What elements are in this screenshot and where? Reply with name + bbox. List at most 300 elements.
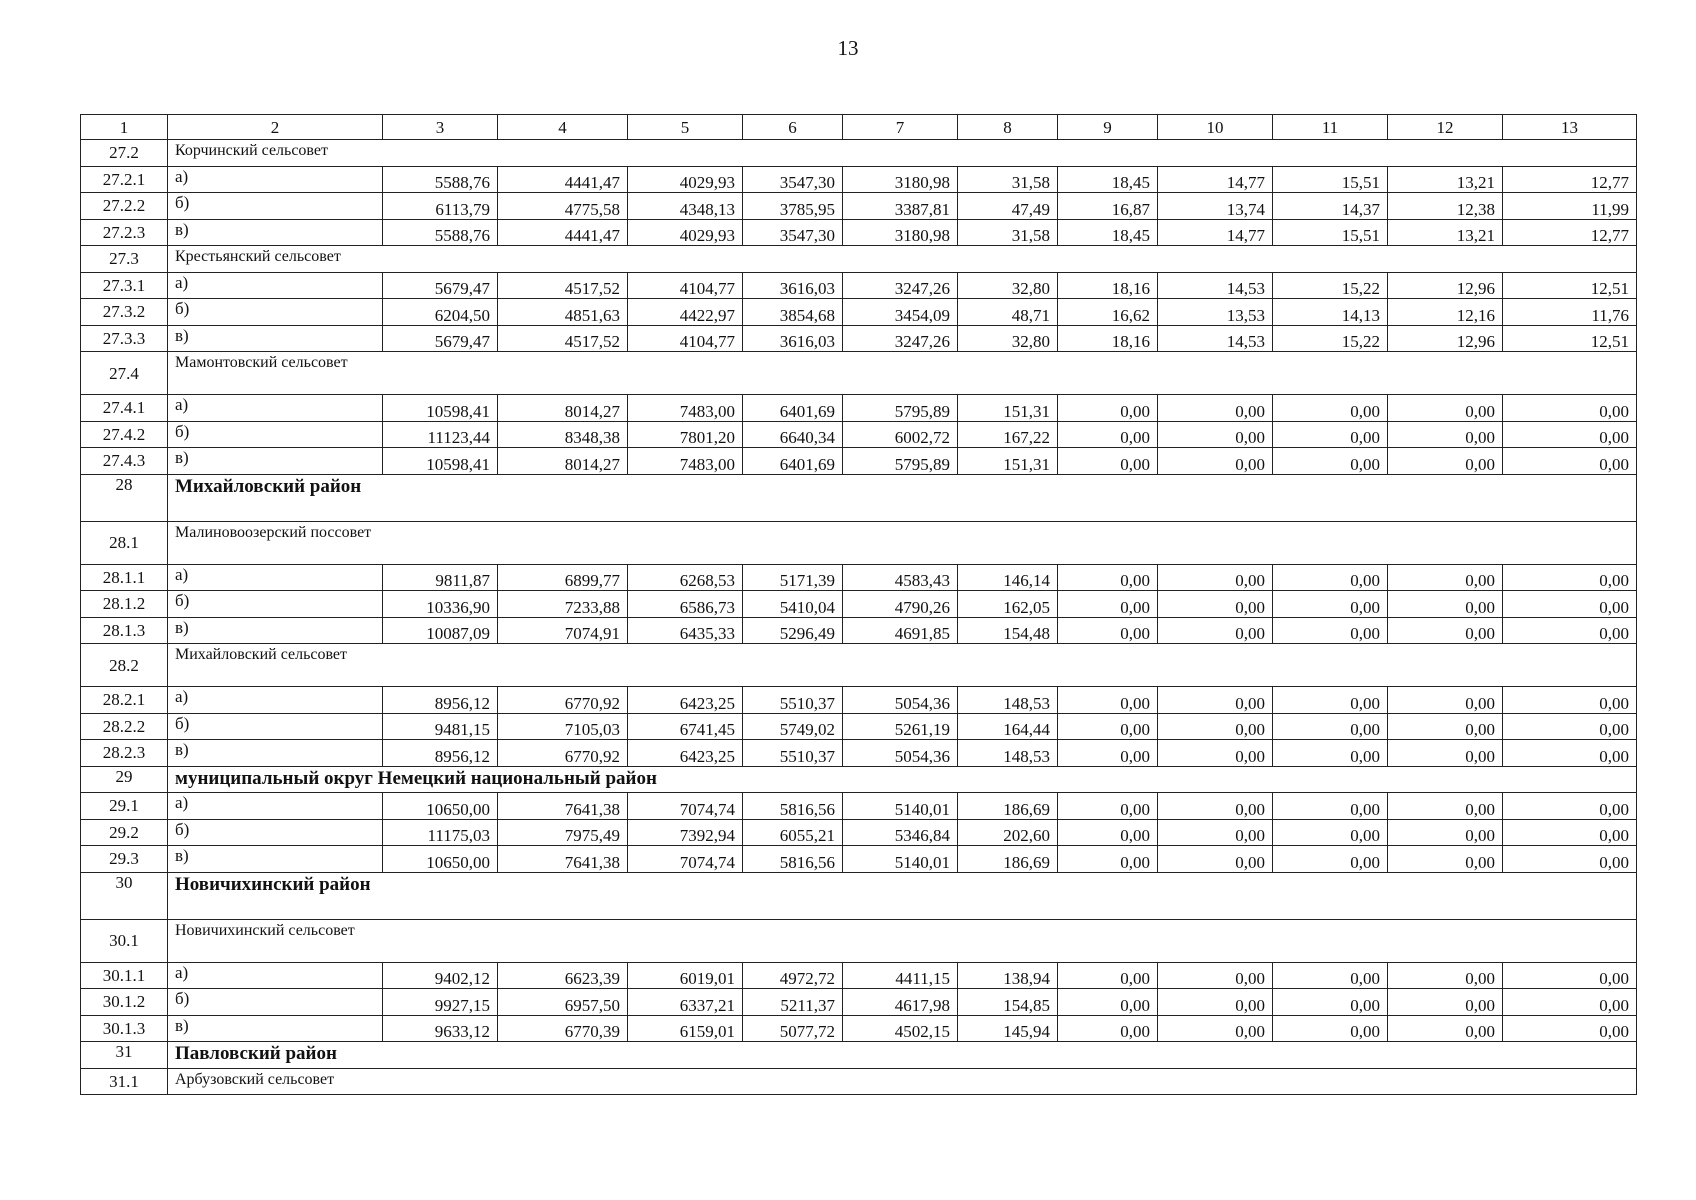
value-cell: 4411,15 <box>843 962 958 989</box>
value-cell: 5171,39 <box>743 564 843 591</box>
table-row <box>81 713 1637 740</box>
row-variant: в) <box>168 1015 383 1042</box>
value-cell: 154,85 <box>958 989 1058 1016</box>
table-row <box>81 166 1637 193</box>
value-cell: 0,00 <box>1388 448 1503 475</box>
value-cell: 0,00 <box>1058 846 1158 873</box>
value-cell: 4029,93 <box>628 219 743 246</box>
value-cell: 5077,72 <box>743 1015 843 1042</box>
table-row <box>81 793 1637 820</box>
value-cell: 6770,39 <box>498 1015 628 1042</box>
value-cell: 15,51 <box>1273 166 1388 193</box>
value-cell: 162,05 <box>958 591 1058 618</box>
value-cell: 0,00 <box>1388 395 1503 422</box>
tariff-table <box>80 114 1637 1095</box>
value-cell: 3547,30 <box>743 219 843 246</box>
value-cell: 0,00 <box>1158 1015 1273 1042</box>
value-cell: 0,00 <box>1388 1015 1503 1042</box>
section-row <box>81 644 1637 687</box>
table-row <box>81 272 1637 299</box>
value-cell: 6002,72 <box>843 421 958 448</box>
row-variant: б) <box>168 193 383 220</box>
value-cell: 12,51 <box>1503 325 1637 352</box>
value-cell: 4517,52 <box>498 272 628 299</box>
value-cell: 6055,21 <box>743 819 843 846</box>
value-cell: 0,00 <box>1273 1015 1388 1042</box>
row-label: Крестьянский сельсовет <box>175 248 341 265</box>
value-cell: 145,94 <box>958 1015 1058 1042</box>
value-cell: 14,53 <box>1158 325 1273 352</box>
value-cell: 14,37 <box>1273 193 1388 220</box>
value-cell: 0,00 <box>1058 421 1158 448</box>
value-cell: 5296,49 <box>743 617 843 644</box>
value-cell: 0,00 <box>1388 989 1503 1016</box>
section-name <box>168 140 1637 167</box>
value-cell: 0,00 <box>1058 448 1158 475</box>
row-number: 31 <box>81 1042 168 1069</box>
value-cell: 0,00 <box>1158 564 1273 591</box>
value-cell: 6337,21 <box>628 989 743 1016</box>
row-variant: б) <box>168 421 383 448</box>
value-cell: 5211,37 <box>743 989 843 1016</box>
value-cell: 4502,15 <box>843 1015 958 1042</box>
value-cell: 12,96 <box>1388 272 1503 299</box>
value-cell: 148,53 <box>958 740 1058 767</box>
value-cell: 0,00 <box>1388 591 1503 618</box>
value-cell: 12,16 <box>1388 299 1503 326</box>
value-cell: 10598,41 <box>383 448 498 475</box>
value-cell: 18,16 <box>1058 325 1158 352</box>
value-cell: 3616,03 <box>743 272 843 299</box>
value-cell: 0,00 <box>1503 617 1637 644</box>
row-label: Михайловский район <box>175 475 362 497</box>
value-cell: 5588,76 <box>383 219 498 246</box>
row-variant: б) <box>168 819 383 846</box>
row-variant: а) <box>168 687 383 714</box>
value-cell: 0,00 <box>1388 846 1503 873</box>
value-cell: 3454,09 <box>843 299 958 326</box>
value-cell: 15,22 <box>1273 272 1388 299</box>
value-cell: 0,00 <box>1158 989 1273 1016</box>
value-cell: 4441,47 <box>498 219 628 246</box>
row-number: 27.4.1 <box>81 395 168 422</box>
value-cell: 0,00 <box>1058 713 1158 740</box>
value-cell: 5410,04 <box>743 591 843 618</box>
column-header: 4 <box>498 115 628 140</box>
value-cell: 0,00 <box>1503 846 1637 873</box>
row-number: 30.1.3 <box>81 1015 168 1042</box>
value-cell: 0,00 <box>1503 962 1637 989</box>
value-cell: 6113,79 <box>383 193 498 220</box>
table-row <box>81 591 1637 618</box>
value-cell: 16,87 <box>1058 193 1158 220</box>
value-cell: 8348,38 <box>498 421 628 448</box>
district-row <box>81 872 1637 919</box>
value-cell: 4029,93 <box>628 166 743 193</box>
value-cell: 0,00 <box>1058 687 1158 714</box>
section-name <box>168 246 1637 273</box>
table-row <box>81 193 1637 220</box>
value-cell: 0,00 <box>1058 793 1158 820</box>
value-cell: 0,00 <box>1503 421 1637 448</box>
value-cell: 9811,87 <box>383 564 498 591</box>
value-cell: 0,00 <box>1273 448 1388 475</box>
table-header <box>81 115 1637 140</box>
value-cell: 0,00 <box>1158 617 1273 644</box>
value-cell: 3785,95 <box>743 193 843 220</box>
value-cell: 0,00 <box>1058 1015 1158 1042</box>
value-cell: 3180,98 <box>843 219 958 246</box>
value-cell: 6019,01 <box>628 962 743 989</box>
value-cell: 13,21 <box>1388 166 1503 193</box>
row-number: 27.4 <box>81 352 168 395</box>
value-cell: 31,58 <box>958 166 1058 193</box>
row-number: 31.1 <box>81 1068 168 1095</box>
row-number: 28.2.2 <box>81 713 168 740</box>
row-label: Мамонтовский сельсовет <box>175 354 348 371</box>
district-name <box>168 872 1637 919</box>
value-cell: 18,45 <box>1058 219 1158 246</box>
value-cell: 0,00 <box>1503 713 1637 740</box>
column-header: 9 <box>1058 115 1158 140</box>
value-cell: 0,00 <box>1058 395 1158 422</box>
section-name <box>168 521 1637 564</box>
value-cell: 164,44 <box>958 713 1058 740</box>
value-cell: 5261,19 <box>843 713 958 740</box>
value-cell: 48,71 <box>958 299 1058 326</box>
value-cell: 8956,12 <box>383 687 498 714</box>
row-number: 28.1.1 <box>81 564 168 591</box>
column-header: 11 <box>1273 115 1388 140</box>
value-cell: 10598,41 <box>383 395 498 422</box>
value-cell: 0,00 <box>1158 395 1273 422</box>
row-variant: а) <box>168 272 383 299</box>
value-cell: 7074,91 <box>498 617 628 644</box>
value-cell: 5346,84 <box>843 819 958 846</box>
row-variant: в) <box>168 740 383 767</box>
row-number: 29 <box>81 766 168 793</box>
value-cell: 0,00 <box>1503 687 1637 714</box>
value-cell: 5588,76 <box>383 166 498 193</box>
row-number: 30.1.2 <box>81 989 168 1016</box>
row-variant: б) <box>168 591 383 618</box>
value-cell: 0,00 <box>1273 395 1388 422</box>
value-cell: 0,00 <box>1273 740 1388 767</box>
value-cell: 6957,50 <box>498 989 628 1016</box>
row-label: Михайловский сельсовет <box>175 646 348 663</box>
value-cell: 4775,58 <box>498 193 628 220</box>
value-cell: 4422,97 <box>628 299 743 326</box>
value-cell: 11,76 <box>1503 299 1637 326</box>
section-row <box>81 140 1637 167</box>
column-header: 1 <box>81 115 168 140</box>
value-cell: 4972,72 <box>743 962 843 989</box>
column-header: 13 <box>1503 115 1637 140</box>
value-cell: 0,00 <box>1388 713 1503 740</box>
value-cell: 0,00 <box>1158 421 1273 448</box>
value-cell: 6770,92 <box>498 740 628 767</box>
value-cell: 0,00 <box>1388 740 1503 767</box>
value-cell: 13,74 <box>1158 193 1273 220</box>
value-cell: 6640,34 <box>743 421 843 448</box>
table-row <box>81 1015 1637 1042</box>
value-cell: 0,00 <box>1273 564 1388 591</box>
row-number: 27.2.2 <box>81 193 168 220</box>
value-cell: 148,53 <box>958 687 1058 714</box>
value-cell: 5510,37 <box>743 687 843 714</box>
row-variant: в) <box>168 846 383 873</box>
value-cell: 32,80 <box>958 325 1058 352</box>
value-cell: 5816,56 <box>743 793 843 820</box>
row-variant: б) <box>168 299 383 326</box>
value-cell: 5140,01 <box>843 793 958 820</box>
value-cell: 5679,47 <box>383 272 498 299</box>
value-cell: 8014,27 <box>498 448 628 475</box>
value-cell: 0,00 <box>1058 962 1158 989</box>
row-variant: а) <box>168 166 383 193</box>
row-number: 28.2 <box>81 644 168 687</box>
value-cell: 9633,12 <box>383 1015 498 1042</box>
value-cell: 7641,38 <box>498 846 628 873</box>
value-cell: 6423,25 <box>628 740 743 767</box>
value-cell: 12,96 <box>1388 325 1503 352</box>
value-cell: 0,00 <box>1388 687 1503 714</box>
value-cell: 0,00 <box>1273 962 1388 989</box>
table-row <box>81 448 1637 475</box>
value-cell: 12,38 <box>1388 193 1503 220</box>
value-cell: 0,00 <box>1503 395 1637 422</box>
row-label: муниципальный округ Немецкий национальный район <box>175 767 657 789</box>
value-cell: 0,00 <box>1273 421 1388 448</box>
table-row <box>81 962 1637 989</box>
value-cell: 0,00 <box>1158 591 1273 618</box>
row-label: Арбузовский сельсовет <box>175 1070 335 1088</box>
value-cell: 15,22 <box>1273 325 1388 352</box>
value-cell: 12,51 <box>1503 272 1637 299</box>
row-number: 29.1 <box>81 793 168 820</box>
district-name <box>168 766 1637 793</box>
value-cell: 0,00 <box>1158 740 1273 767</box>
row-label: Новичихинский район <box>175 873 371 895</box>
value-cell: 6586,73 <box>628 591 743 618</box>
table-row <box>81 740 1637 767</box>
section-row <box>81 919 1637 962</box>
column-header: 3 <box>383 115 498 140</box>
value-cell: 6159,01 <box>628 1015 743 1042</box>
value-cell: 0,00 <box>1273 713 1388 740</box>
table-row <box>81 325 1637 352</box>
row-variant: в) <box>168 617 383 644</box>
row-variant: в) <box>168 219 383 246</box>
district-name <box>168 474 1637 521</box>
value-cell: 7975,49 <box>498 819 628 846</box>
row-number: 28.1.3 <box>81 617 168 644</box>
column-header: 12 <box>1388 115 1503 140</box>
value-cell: 11175,03 <box>383 819 498 846</box>
row-variant: а) <box>168 962 383 989</box>
value-cell: 151,31 <box>958 395 1058 422</box>
value-cell: 4104,77 <box>628 325 743 352</box>
value-cell: 0,00 <box>1158 687 1273 714</box>
value-cell: 0,00 <box>1273 617 1388 644</box>
value-cell: 0,00 <box>1503 989 1637 1016</box>
value-cell: 202,60 <box>958 819 1058 846</box>
value-cell: 186,69 <box>958 793 1058 820</box>
table-row <box>81 989 1637 1016</box>
row-number: 30 <box>81 872 168 919</box>
value-cell: 0,00 <box>1273 687 1388 714</box>
value-cell: 7074,74 <box>628 793 743 820</box>
value-cell: 7074,74 <box>628 846 743 873</box>
value-cell: 0,00 <box>1273 793 1388 820</box>
header-row <box>81 115 1637 140</box>
value-cell: 5795,89 <box>843 395 958 422</box>
section-row <box>81 246 1637 273</box>
value-cell: 0,00 <box>1158 713 1273 740</box>
value-cell: 146,14 <box>958 564 1058 591</box>
value-cell: 0,00 <box>1503 564 1637 591</box>
value-cell: 4517,52 <box>498 325 628 352</box>
section-row <box>81 352 1637 395</box>
value-cell: 0,00 <box>1388 819 1503 846</box>
value-cell: 4691,85 <box>843 617 958 644</box>
table-row <box>81 299 1637 326</box>
value-cell: 0,00 <box>1158 846 1273 873</box>
value-cell: 10336,90 <box>383 591 498 618</box>
value-cell: 5054,36 <box>843 740 958 767</box>
row-variant: в) <box>168 325 383 352</box>
section-name <box>168 919 1637 962</box>
value-cell: 5510,37 <box>743 740 843 767</box>
value-cell: 0,00 <box>1503 591 1637 618</box>
value-cell: 5816,56 <box>743 846 843 873</box>
table-row <box>81 395 1637 422</box>
value-cell: 12,77 <box>1503 166 1637 193</box>
value-cell: 4617,98 <box>843 989 958 1016</box>
table-row <box>81 819 1637 846</box>
value-cell: 0,00 <box>1158 819 1273 846</box>
row-number: 28 <box>81 474 168 521</box>
value-cell: 151,31 <box>958 448 1058 475</box>
value-cell: 0,00 <box>1388 793 1503 820</box>
row-number: 27.3.1 <box>81 272 168 299</box>
value-cell: 9481,15 <box>383 713 498 740</box>
value-cell: 138,94 <box>958 962 1058 989</box>
value-cell: 3547,30 <box>743 166 843 193</box>
row-variant: в) <box>168 448 383 475</box>
value-cell: 9402,12 <box>383 962 498 989</box>
value-cell: 10650,00 <box>383 846 498 873</box>
value-cell: 167,22 <box>958 421 1058 448</box>
value-cell: 0,00 <box>1503 448 1637 475</box>
row-label: Павловский район <box>175 1043 337 1064</box>
row-variant: а) <box>168 793 383 820</box>
section-name <box>168 352 1637 395</box>
value-cell: 0,00 <box>1388 421 1503 448</box>
value-cell: 6435,33 <box>628 617 743 644</box>
value-cell: 7233,88 <box>498 591 628 618</box>
section-row <box>81 1068 1637 1095</box>
value-cell: 10087,09 <box>383 617 498 644</box>
district-row <box>81 766 1637 793</box>
table-row <box>81 219 1637 246</box>
row-number: 28.2.3 <box>81 740 168 767</box>
table-row <box>81 846 1637 873</box>
value-cell: 5054,36 <box>843 687 958 714</box>
row-number: 27.2 <box>81 140 168 167</box>
row-variant: б) <box>168 713 383 740</box>
column-header: 8 <box>958 115 1058 140</box>
value-cell: 18,45 <box>1058 166 1158 193</box>
value-cell: 0,00 <box>1503 740 1637 767</box>
value-cell: 31,58 <box>958 219 1058 246</box>
value-cell: 5679,47 <box>383 325 498 352</box>
value-cell: 0,00 <box>1058 617 1158 644</box>
row-number: 27.3.2 <box>81 299 168 326</box>
value-cell: 8014,27 <box>498 395 628 422</box>
row-number: 29.2 <box>81 819 168 846</box>
value-cell: 16,62 <box>1058 299 1158 326</box>
value-cell: 6268,53 <box>628 564 743 591</box>
value-cell: 6401,69 <box>743 448 843 475</box>
value-cell: 7105,03 <box>498 713 628 740</box>
value-cell: 13,53 <box>1158 299 1273 326</box>
row-variant: б) <box>168 989 383 1016</box>
value-cell: 3180,98 <box>843 166 958 193</box>
value-cell: 4851,63 <box>498 299 628 326</box>
row-number: 28.1.2 <box>81 591 168 618</box>
value-cell: 4104,77 <box>628 272 743 299</box>
row-number: 29.3 <box>81 846 168 873</box>
value-cell: 4441,47 <box>498 166 628 193</box>
table-row <box>81 617 1637 644</box>
table-body <box>81 140 1637 1095</box>
value-cell: 6401,69 <box>743 395 843 422</box>
value-cell: 0,00 <box>1273 819 1388 846</box>
value-cell: 4790,26 <box>843 591 958 618</box>
district-row <box>81 1042 1637 1069</box>
column-header: 7 <box>843 115 958 140</box>
district-row <box>81 474 1637 521</box>
value-cell: 7483,00 <box>628 448 743 475</box>
value-cell: 7392,94 <box>628 819 743 846</box>
value-cell: 0,00 <box>1058 989 1158 1016</box>
row-variant: а) <box>168 395 383 422</box>
value-cell: 0,00 <box>1388 617 1503 644</box>
value-cell: 5795,89 <box>843 448 958 475</box>
value-cell: 6899,77 <box>498 564 628 591</box>
value-cell: 14,53 <box>1158 272 1273 299</box>
value-cell: 0,00 <box>1058 819 1158 846</box>
value-cell: 0,00 <box>1158 962 1273 989</box>
row-label: Корчинский сельсовет <box>175 142 328 159</box>
value-cell: 154,48 <box>958 617 1058 644</box>
value-cell: 6204,50 <box>383 299 498 326</box>
table-row <box>81 564 1637 591</box>
value-cell: 5140,01 <box>843 846 958 873</box>
district-name <box>168 1042 1637 1069</box>
value-cell: 6770,92 <box>498 687 628 714</box>
column-header: 10 <box>1158 115 1273 140</box>
value-cell: 6741,45 <box>628 713 743 740</box>
value-cell: 11123,44 <box>383 421 498 448</box>
value-cell: 11,99 <box>1503 193 1637 220</box>
value-cell: 0,00 <box>1158 448 1273 475</box>
value-cell: 186,69 <box>958 846 1058 873</box>
value-cell: 0,00 <box>1388 564 1503 591</box>
value-cell: 4348,13 <box>628 193 743 220</box>
value-cell: 47,49 <box>958 193 1058 220</box>
